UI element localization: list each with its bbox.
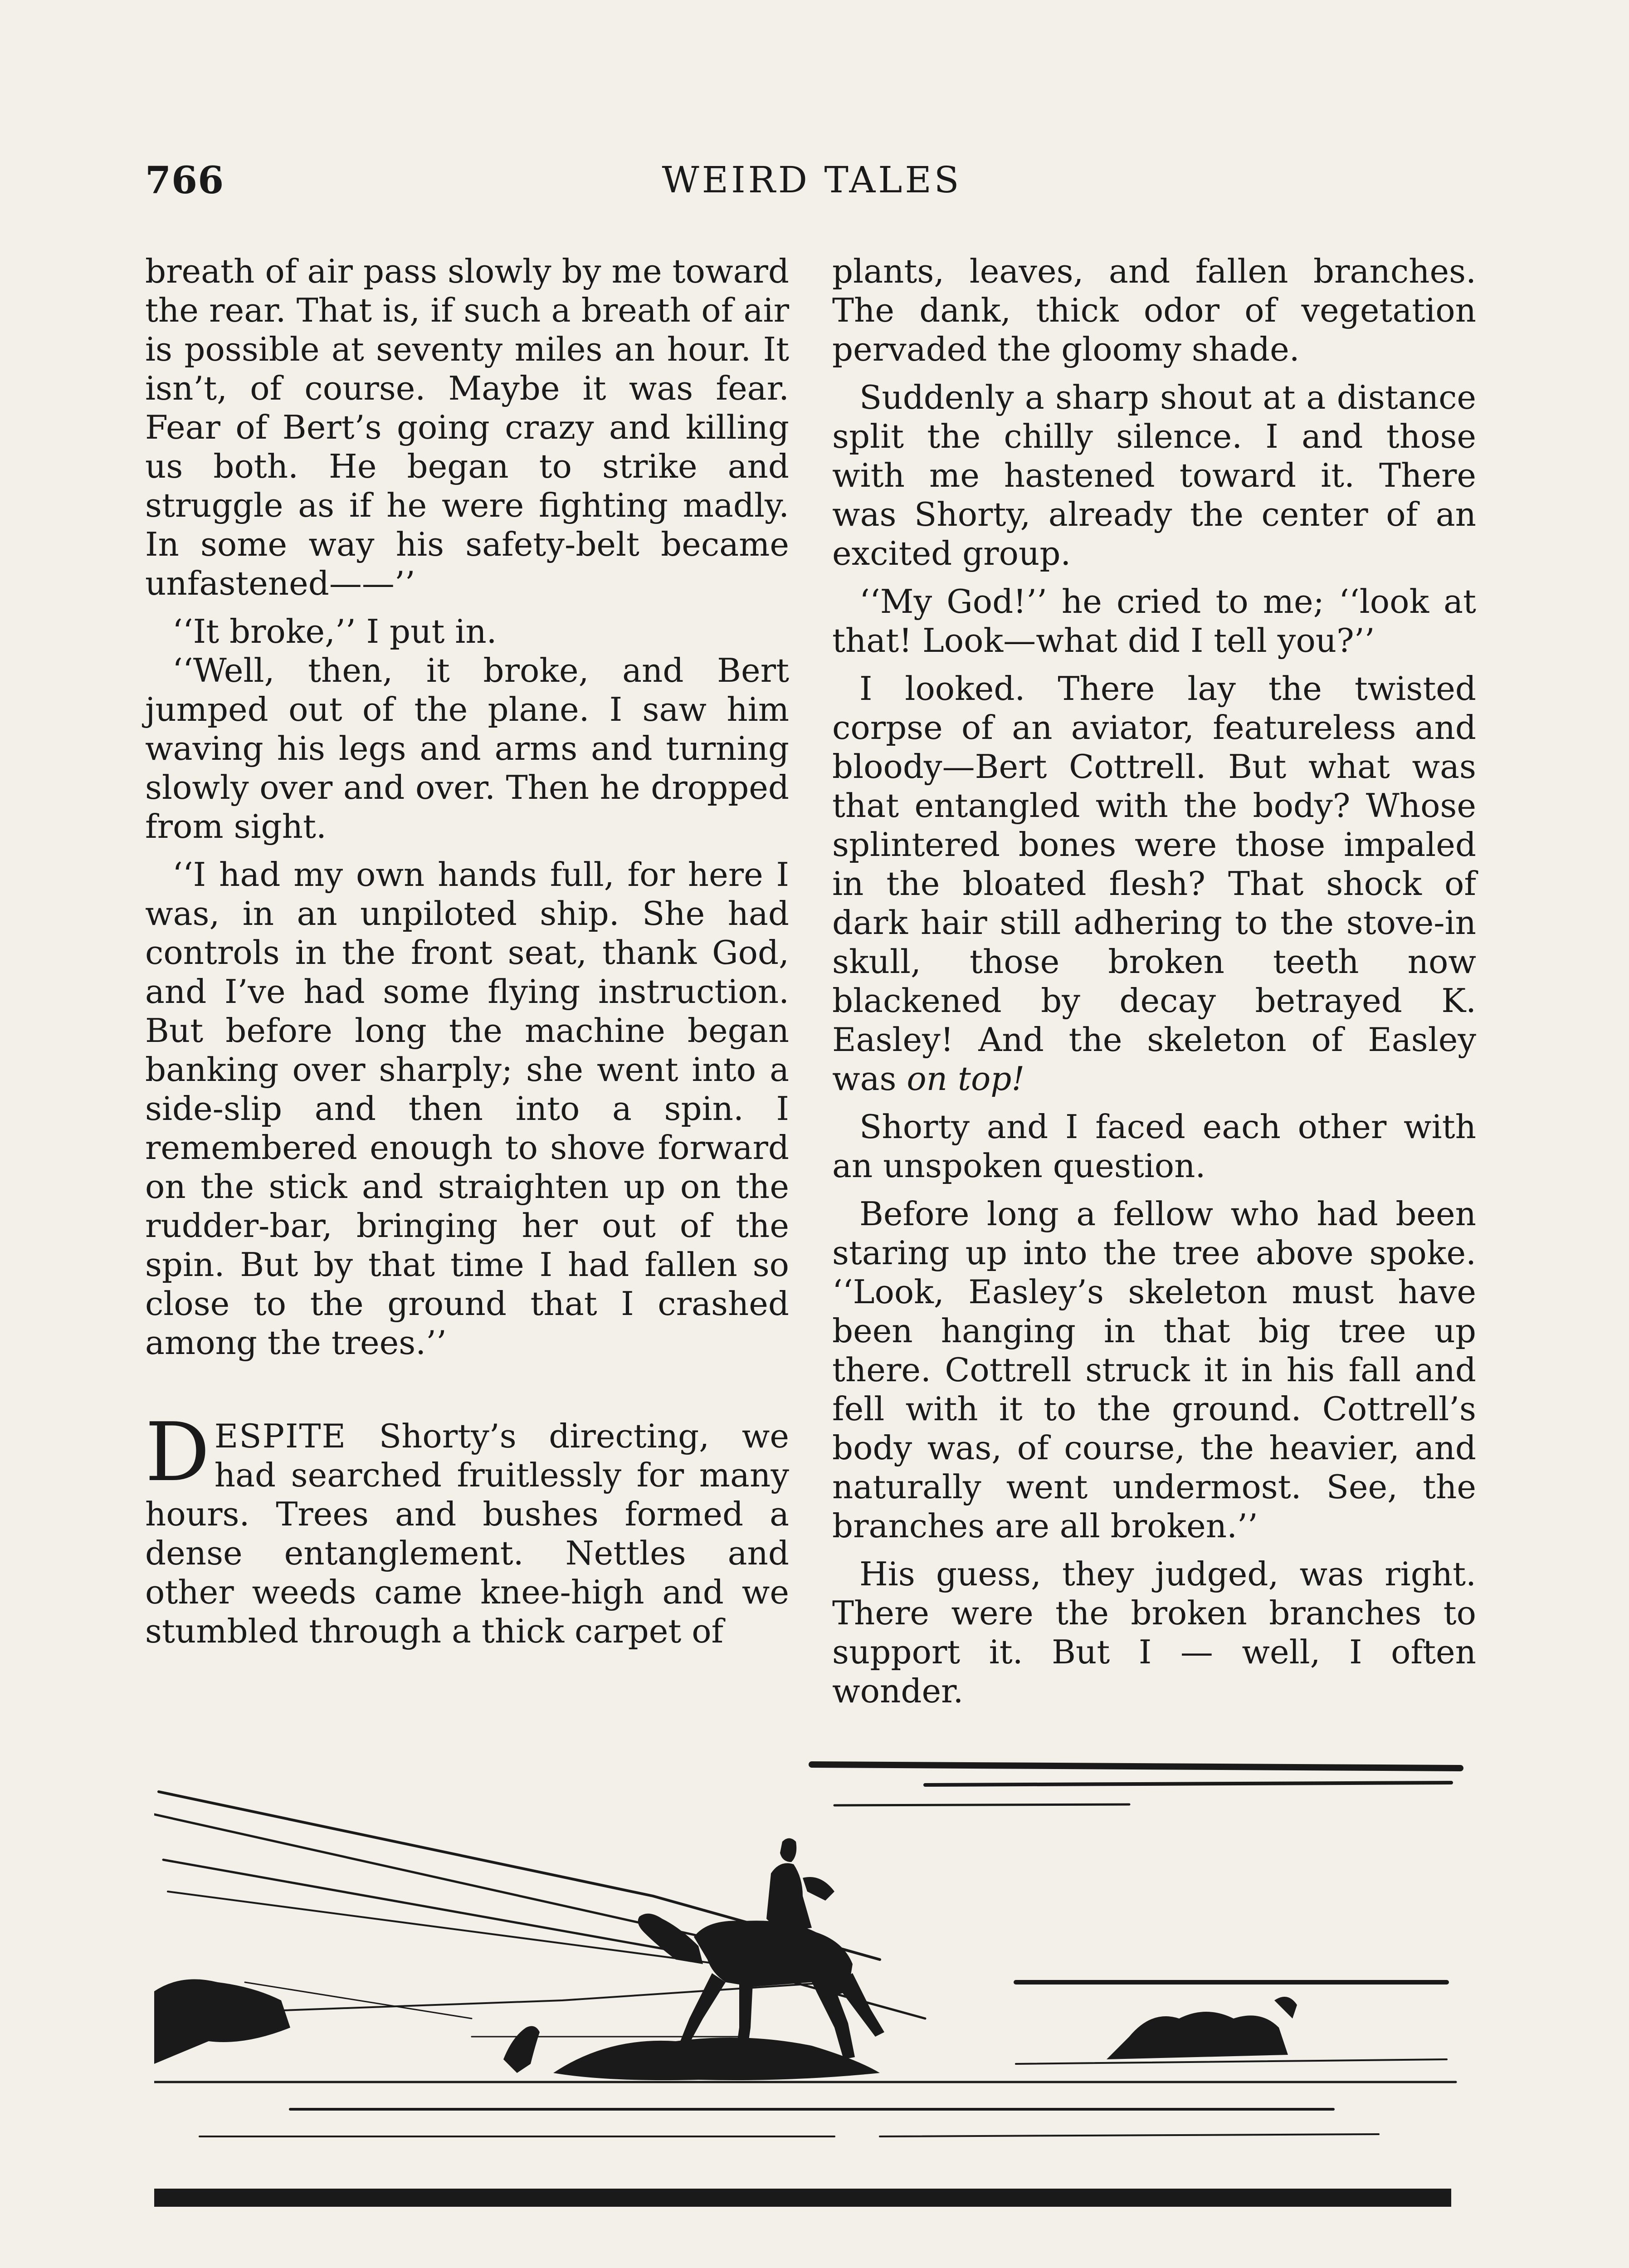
ink-illustration [154,1746,1469,2209]
paragraph-text: I looked. There lay the twisted corpse of an aviator, featureless and bloody—Bert Cottrell. But what was that entangled with the body? Whose splintered bones were those impaled in the bloated flesh? That shock of dark hair still adhering to the stove-in skull, those broken teeth now blackened by decay betrayed K. Easley! And the skeleton of Easley was [832,670,1476,1098]
paragraph: ‘‘It broke,’’ I put in. [172,612,497,650]
paragraph-text: Shorty’s directing, we had searched fruitlessly for many hours. Trees and bushes formed a dense entanglement. Nettles and other weeds came knee-high and we stumbled through a thick carpet of [145,1417,789,1650]
paragraph: ‘‘I had my own hands full, for here I was, in an unpiloted ship. She had controls in the front seat, thank God, and I’ve had some flying instruction. But before long the machine began banking over sharply; she went into a side-slip and then into a spin. I remembered enough to shove forward on the stick and straighten up on the rudder-bar, bringing her out of the spin. But by that time I had fallen so close to the ground that I crashed among the trees.’’ [145,855,789,1362]
section-opening-paragraph [145,1405,789,1651]
horse-rider-illustration [154,1746,1469,2209]
left-column [145,252,789,1651]
paragraph: Suddenly a sharp shout at a distance split the chilly silence. I and those with me hastened toward it. There was Shorty, already the center of an excited group. [832,378,1476,572]
italic-emphasis: on top! [907,1060,1025,1098]
running-header [145,159,1478,209]
paragraph: breath of air pass slowly by me toward the rear. That is, if such a breath of air is possible at seventy miles an hour. It isn’t, of course. Maybe it was fear. Fear of Bert’s going crazy and killing us both. He began to strike and struggle as if he were fighting madly. In some way his safety-belt became unfastened——’’ [145,252,789,602]
page-number: 766 [145,159,224,202]
right-column [832,252,1476,1711]
paragraph: His guess, they judged, was right. There were the broken branches to support it. But I — well, I often wonder. [832,1555,1476,1710]
magazine-title: WEIRD TALES [662,159,962,201]
drop-cap: D [145,1405,210,1499]
paragraph: ‘‘Well, then, it broke, and Bert jumped out of the plane. I saw him waving his legs and arms and turning slowly over and over. Then he dropped from sight. [145,651,789,846]
small-caps-lead: ESPITE [214,1417,347,1455]
paragraph: Before long a fellow who had been staring up into the tree above spoke. ‘‘Look, Easley’s skeleton must have been hanging in that big tree up there. Cottrell struck it in his fall and fell with it to the ground. Cottrell’s body was, of course, the heavier, and naturally went undermost. See, the branches are all broken.’’ [832,1195,1476,1545]
paragraph: Shorty and I faced each other with an unspoken question. [832,1108,1476,1185]
paragraph [832,669,1476,1098]
paragraph: plants, leaves, and fallen branches. The dank, thick odor of vegetation pervaded the gloomy shade. [832,252,1476,368]
paragraph: ‘‘My God!’’ he cried to me; ‘‘look at that! Look—what did I tell you?’’ [832,582,1476,660]
